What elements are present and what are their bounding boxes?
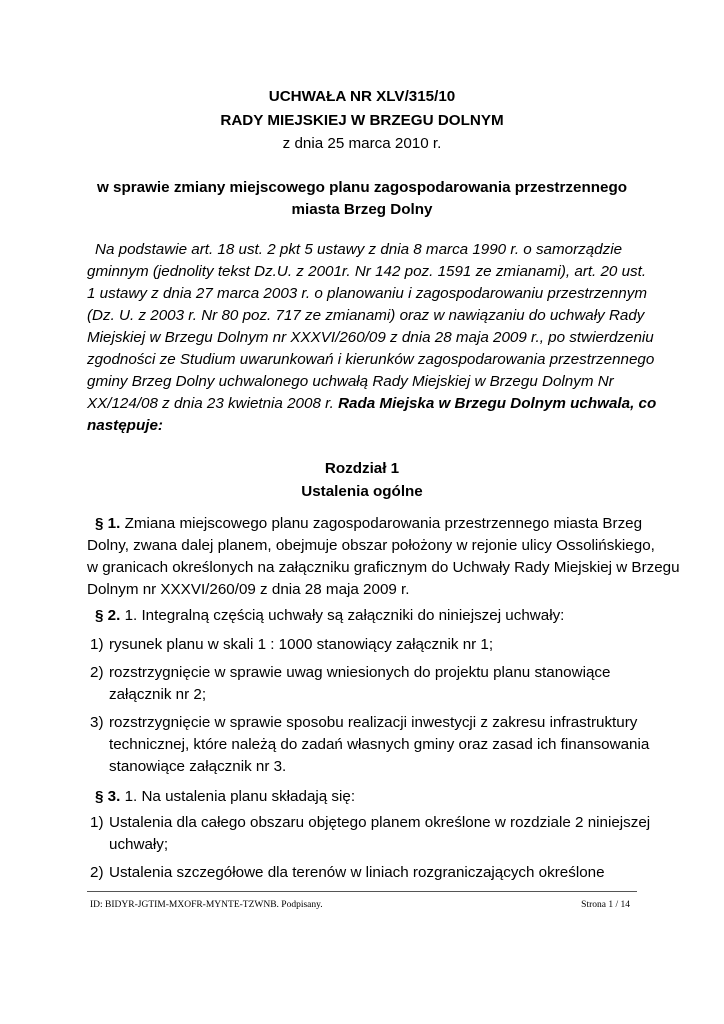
paragraph-3-intro <box>95 788 355 805</box>
section-mark: § 3. <box>95 788 121 805</box>
paragraph-1-line <box>95 515 642 532</box>
list-item-number: 1) <box>90 814 104 831</box>
list-item-number: 2) <box>90 664 104 681</box>
paragraph-3-text: 1. Na ustalenia planu składają się: <box>124 788 356 805</box>
preamble-line: Na podstawie art. 18 ust. 2 pkt 5 ustawy z dnia 8 marca 1990 r. o samorządzie <box>95 241 623 258</box>
list-item-number: 2) <box>90 864 104 881</box>
preamble-line: gminy Brzeg Dolny uchwalonego uchwałą Rady Miejskiej w Brzegu Dolnym Nr <box>87 373 614 390</box>
list-item-number: 3) <box>90 714 104 731</box>
preamble-line: 1 ustawy z dnia 27 marca 2003 r. o planowaniu i zagospodarowaniu przestrzennym <box>87 285 648 302</box>
list-item: Ustalenia szczegółowe dla terenów w liniach rozgraniczających określone <box>109 864 605 881</box>
paragraph-1-line: w granicach określonych na załączniku graficznym do Uchwały Rady Miejskiej w Brzegu <box>87 559 680 576</box>
list-item: rozstrzygnięcie w sprawie sposobu realizacji inwestycji z zakresu infrastruktury <box>109 714 638 731</box>
resolution-number: UCHWAŁA NR XLV/315/10 <box>268 88 456 105</box>
preamble-line <box>87 395 656 412</box>
preamble-citation: XX/124/08 z dnia 23 kwietnia 2008 r. <box>87 395 334 412</box>
preamble-enactment: Rada Miejska w Brzegu Dolnym uchwala, co <box>338 395 657 412</box>
subject-line-2: miasta Brzeg Dolny <box>291 201 433 218</box>
paragraph-1-text: Zmiana miejscowego planu zagospodarowania przestrzennego miasta Brzeg <box>124 515 643 532</box>
issuing-body: RADY MIEJSKIEJ W BRZEGU DOLNYM <box>220 112 504 129</box>
list-item-number: 1) <box>90 636 104 653</box>
paragraph-1-line: Dolny, zwana dalej planem, obejmuje obszar położony w rejonie ulicy Ossolińskiego, <box>87 537 655 554</box>
chapter-number: Rozdział 1 <box>324 460 400 477</box>
section-mark: § 1. <box>95 515 121 532</box>
preamble-line: (Dz. U. z 2003 r. Nr 80 poz. 717 ze zmianami) oraz w nawiązaniu do uchwały Rady <box>87 307 645 324</box>
chapter-title: Ustalenia ogólne <box>301 483 423 500</box>
list-item: stanowiące załącznik nr 3. <box>109 758 287 775</box>
paragraph-1-line: Dolnym nr XXXVI/260/09 z dnia 28 maja 2009 r. <box>87 581 410 598</box>
resolution-date: z dnia 25 marca 2010 r. <box>282 135 442 152</box>
paragraph-2-text: 1. Integralną częścią uchwały są załączniki do niniejszej uchwały: <box>124 607 565 624</box>
list-item: rozstrzygnięcie w sprawie uwag wniesionych do projektu planu stanowiące <box>109 664 611 681</box>
list-item: rysunek planu w skali 1 : 1000 stanowiący załącznik nr 1; <box>109 636 494 653</box>
preamble-enactment-end: następuje: <box>87 417 163 434</box>
list-item: technicznej, które należą do zadań własnych gminy oraz zasad ich finansowania <box>109 736 650 753</box>
page-number: Strona 1 / 14 <box>581 900 630 910</box>
section-mark: § 2. <box>95 607 121 624</box>
subject-line-1: w sprawie zmiany miejscowego planu zagospodarowania przestrzennego <box>97 179 627 196</box>
list-item: uchwały; <box>109 836 169 853</box>
list-item: Ustalenia dla całego obszaru objętego planem określone w rozdziale 2 niniejszej <box>109 814 651 831</box>
preamble-line: Miejskiej w Brzegu Dolnym nr XXXVI/260/09 z dnia 28 maja 2009 r., po stwierdzeniu <box>87 329 654 346</box>
document-id: ID: BIDYR-JGTIM-MXOFR-MYNTE-TZWNB. Podpisany. <box>90 900 323 910</box>
paragraph-2-intro <box>95 607 564 624</box>
preamble-line: gminnym (jednolity tekst Dz.U. z 2001r. Nr 142 poz. 1591 ze zmianami), art. 20 ust. <box>87 263 647 280</box>
preamble-line: zgodności ze Studium uwarunkowań i kierunków zagospodarowania przestrzennego <box>87 351 655 368</box>
footer-divider <box>87 891 637 892</box>
list-item: załącznik nr 2; <box>109 686 207 703</box>
